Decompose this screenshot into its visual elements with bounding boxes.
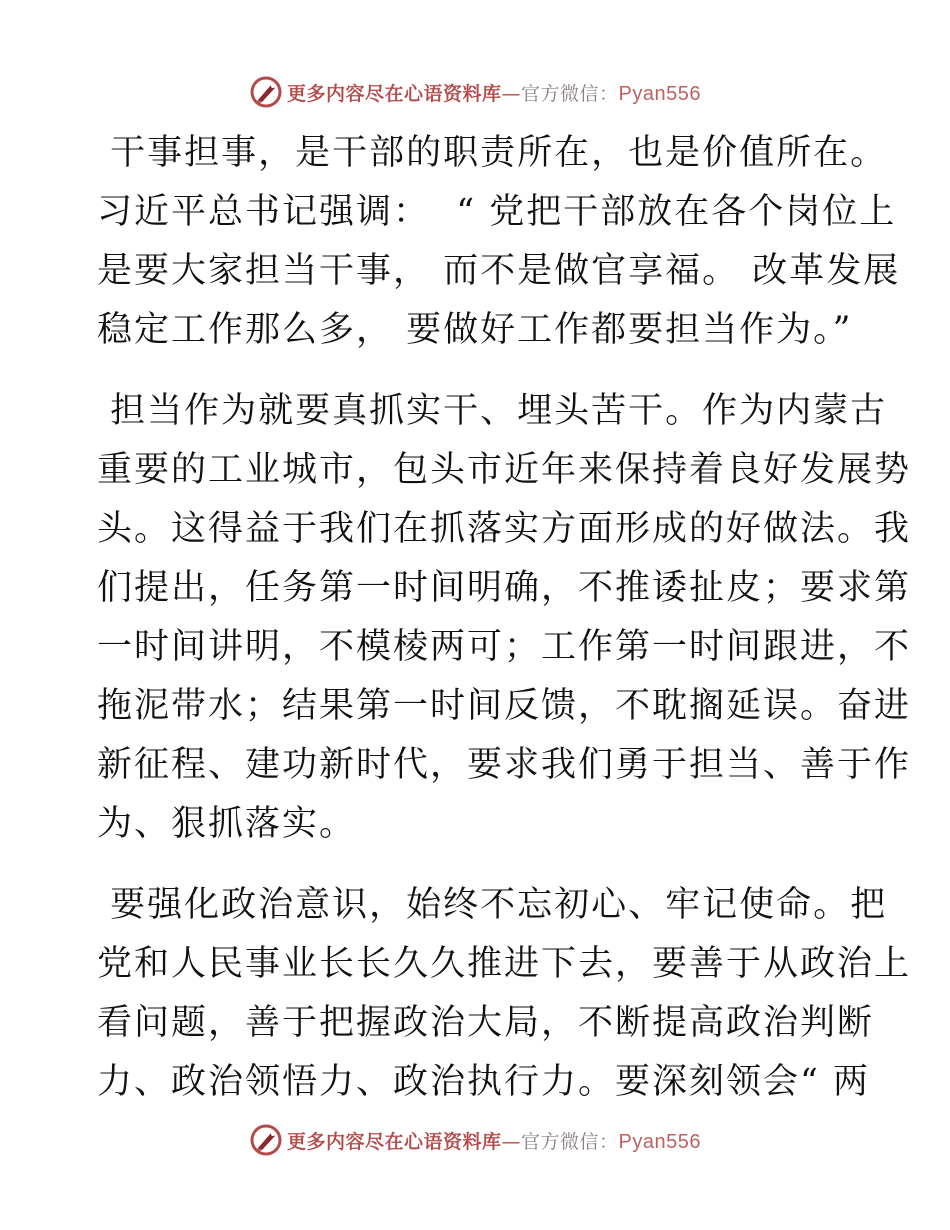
watermark-dash: — <box>501 82 522 105</box>
text-line: 是要大家担当干事， 而不是做官享福。 改革发展 <box>97 251 901 291</box>
pen-logo-icon <box>249 75 283 109</box>
paragraph <box>97 382 912 854</box>
text-line: 们提出，任务第一时间明确，不推诿扯皮；要求第 <box>97 568 912 608</box>
text-line: 头。这得益于我们在抓落实方面形成的好做法。我 <box>97 509 912 549</box>
watermark-dash: — <box>501 1130 522 1153</box>
document-body <box>97 124 912 1134</box>
text-line: 担当作为就要真抓实干、埋头苦干。作为内蒙古 <box>97 391 888 431</box>
watermark-text <box>287 79 701 106</box>
pen-logo-icon <box>249 1123 283 1157</box>
watermark-wechat-id: Pyan556 <box>618 1130 701 1153</box>
text-line: 党和人民事业长长久久推进下去，要善于从政治上 <box>97 944 912 984</box>
watermark-text <box>287 1127 701 1154</box>
text-line: 拖泥带水；结果第一时间反馈，不耽搁延误。奋进 <box>97 686 912 726</box>
text-line: 一时间讲明，不模棱两可；工作第一时间跟进，不 <box>97 627 912 667</box>
text-line: 习近平总书记强调： “ 党把干部放在各个岗位上 <box>97 192 897 232</box>
header-watermark <box>0 72 950 112</box>
text-line: 看问题，善于把握政治大局，不断提高政治判断 <box>97 1003 875 1043</box>
text-line: 干事担事，是干部的职责所在，也是价值所在。 <box>97 133 888 173</box>
text-line: 新征程、建功新时代，要求我们勇于担当、善于作 <box>97 745 912 785</box>
watermark-main: 更多内容尽在心语资料库 <box>287 82 502 105</box>
watermark-official: 官方微信： <box>521 82 619 105</box>
text-line: 为、狠抓落实。 <box>97 804 357 844</box>
text-line: 要强化政治意识，始终不忘初心、牢记使命。把 <box>97 885 888 925</box>
text-line: 力、政治领悟力、政治执行力。要深刻领会“ 两 <box>97 1062 871 1102</box>
paragraph <box>97 124 901 360</box>
footer-watermark <box>0 1120 950 1160</box>
watermark-official: 官方微信： <box>521 1130 619 1153</box>
watermark-wechat-id: Pyan556 <box>618 82 701 105</box>
paragraph <box>97 876 912 1112</box>
text-line: 重要的工业城市，包头市近年来保持着良好发展势 <box>97 450 912 490</box>
watermark-main: 更多内容尽在心语资料库 <box>287 1130 502 1153</box>
text-line: 稳定工作那么多， 要做好工作都要担当作为。” <box>97 310 853 350</box>
